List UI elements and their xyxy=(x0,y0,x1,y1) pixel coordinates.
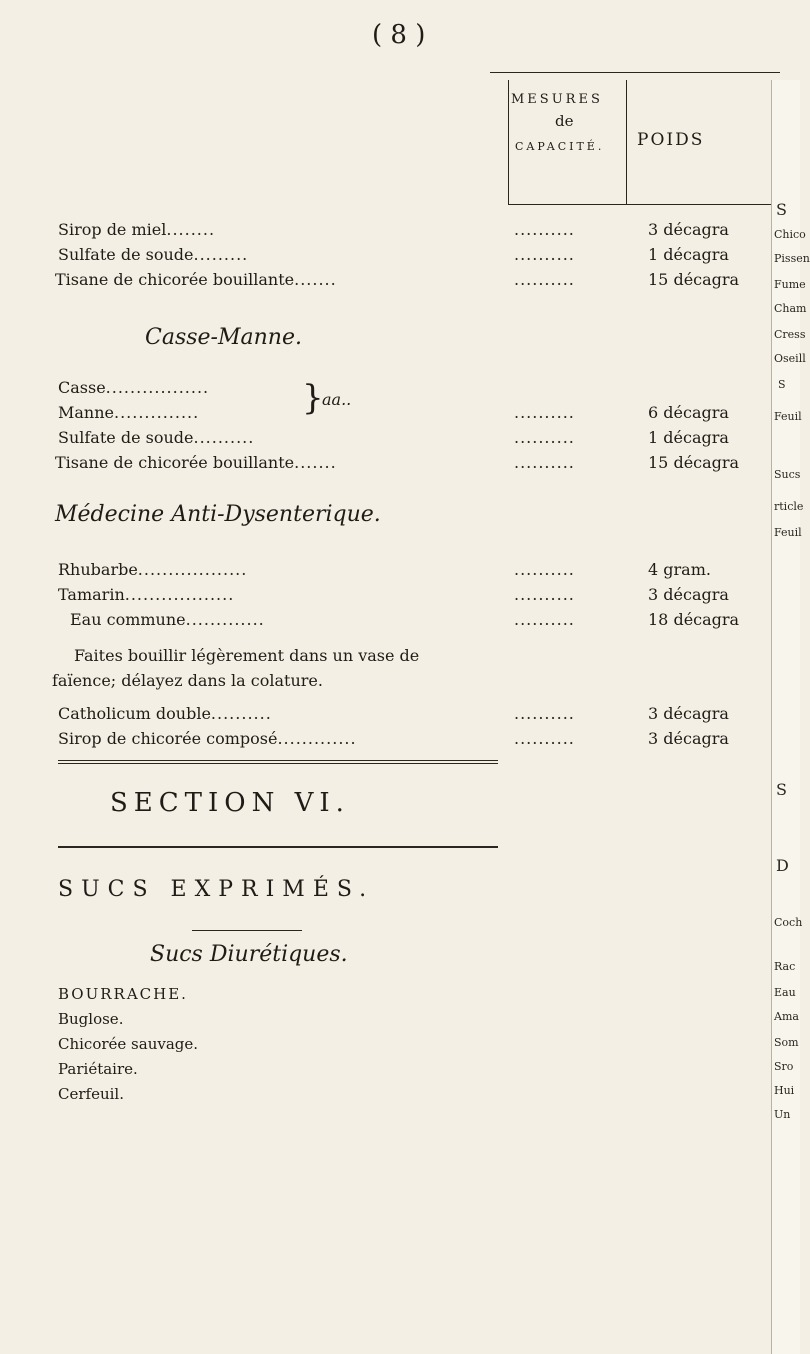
capacity-dots: .......... xyxy=(514,704,575,723)
table-row-label: Eau commune............. xyxy=(70,610,265,629)
capacity-dots: .......... xyxy=(514,560,575,579)
capacity-dots: .......... xyxy=(514,585,575,604)
header-mesures: MESURES xyxy=(511,92,603,107)
table-row-value: 15 décagra xyxy=(648,270,740,289)
header-poids: POIDS xyxy=(637,130,705,150)
table-top-rule xyxy=(490,72,780,73)
table-bottom-rule xyxy=(58,760,498,761)
table-row-label: Tisane de chicorée bouillante....... xyxy=(55,270,337,289)
table-row-value: 6 décagra xyxy=(648,403,729,422)
table-row-value: 1 décagra xyxy=(648,245,729,264)
capacity-dots: .......... xyxy=(514,610,575,629)
strip-text: Cress xyxy=(774,328,806,341)
table-row-label: Catholicum double.......... xyxy=(58,704,272,723)
table-col-rule-1 xyxy=(508,80,509,205)
strip-text: Fume xyxy=(774,278,806,291)
capacity-dots: .......... xyxy=(514,403,575,422)
strip-text: Cham xyxy=(774,302,807,315)
table-header-bottom-rule xyxy=(508,204,780,205)
section-rule xyxy=(58,846,498,848)
subsection-title: Sucs Diurétiques. xyxy=(150,942,348,967)
table-bottom-rule-2 xyxy=(58,763,498,764)
strip-text: S xyxy=(778,378,786,391)
list-item: BOURRACHE. xyxy=(58,985,188,1003)
list-item: Buglose. xyxy=(58,1010,124,1028)
strip-text: S xyxy=(776,780,787,799)
table-row-label: Tamarin.................. xyxy=(58,585,235,604)
section-title: SECTION VI. xyxy=(110,788,350,818)
strip-text: Chico xyxy=(774,228,806,241)
header-capacite: CAPACITÉ. xyxy=(515,140,605,153)
strip-text: Rac xyxy=(774,960,796,973)
table-row-value: 3 décagra xyxy=(648,220,729,239)
ingredient-casse: Casse................. xyxy=(58,378,210,397)
strip-text: Eau xyxy=(774,986,796,999)
table-row-value: 3 décagra xyxy=(648,585,729,604)
table-row-label: Rhubarbe.................. xyxy=(58,560,248,579)
table-row-label: Sulfate de soude......... xyxy=(58,245,249,264)
table-row-value: 1 décagra xyxy=(648,428,729,447)
ingredient-manne: Manne.............. xyxy=(58,403,200,422)
brace: } xyxy=(302,378,324,418)
aa-mark: aa.. xyxy=(322,390,352,409)
table-row-value: 3 décagra xyxy=(648,704,729,723)
capacity-dots: .......... xyxy=(514,245,575,264)
instruction-line-1: Faites bouillir légèrement dans un vase de xyxy=(74,646,420,665)
subtitle-medecine: Médecine Anti-Dysenterique. xyxy=(55,502,381,527)
strip-text: D xyxy=(776,856,789,875)
subtitle-casse-manne: Casse-Manne. xyxy=(145,325,302,350)
capacity-dots: .......... xyxy=(514,428,575,447)
table-row-value: 3 décagra xyxy=(648,729,729,748)
table-row-label: Sirop de chicorée composé............. xyxy=(58,729,357,748)
list-item: Cerfeuil. xyxy=(58,1085,124,1103)
strip-text: Sro xyxy=(774,1060,794,1073)
table-row-label: Tisane de chicorée bouillante....... xyxy=(55,453,337,472)
table-row-label: Sulfate de soude.......... xyxy=(58,428,255,447)
strip-text: Som xyxy=(774,1036,799,1049)
table-row-value: 18 décagra xyxy=(648,610,740,629)
strip-text: Un xyxy=(774,1108,791,1121)
table-row-value: 15 décagra xyxy=(648,453,740,472)
strip-text: Sucs xyxy=(774,468,801,481)
table-row-value: 4 gram. xyxy=(648,560,711,579)
header-de: de xyxy=(555,112,574,130)
page-number: ( 8 ) xyxy=(372,20,426,50)
strip-text: Feuil xyxy=(774,410,802,423)
capacity-dots: .......... xyxy=(514,453,575,472)
strip-text: Feuil xyxy=(774,526,802,539)
strip-text: Ama xyxy=(774,1010,799,1023)
capacity-dots: .......... xyxy=(514,220,575,239)
table-row-label: Sirop de miel........ xyxy=(58,220,216,239)
capacity-dots: .......... xyxy=(514,729,575,748)
list-item: Chicorée sauvage. xyxy=(58,1035,199,1053)
capacity-dots: .......... xyxy=(514,270,575,289)
table-col-rule-2 xyxy=(626,80,627,205)
strip-text: Coch xyxy=(774,916,803,929)
section-subtitle: SUCS EXPRIMÉS. xyxy=(58,877,375,902)
strip-text: S xyxy=(776,200,787,219)
strip-text: rticle xyxy=(774,500,804,513)
strip-text: Pissen xyxy=(774,252,810,265)
strip-text: Oseill xyxy=(774,352,806,365)
instruction-line-2: faïence; délayez dans la colature. xyxy=(52,671,323,690)
adjacent-page-strip xyxy=(771,80,810,1354)
subtitle-rule xyxy=(192,930,302,931)
list-item: Pariétaire. xyxy=(58,1060,138,1078)
strip-text: Hui xyxy=(774,1084,795,1097)
